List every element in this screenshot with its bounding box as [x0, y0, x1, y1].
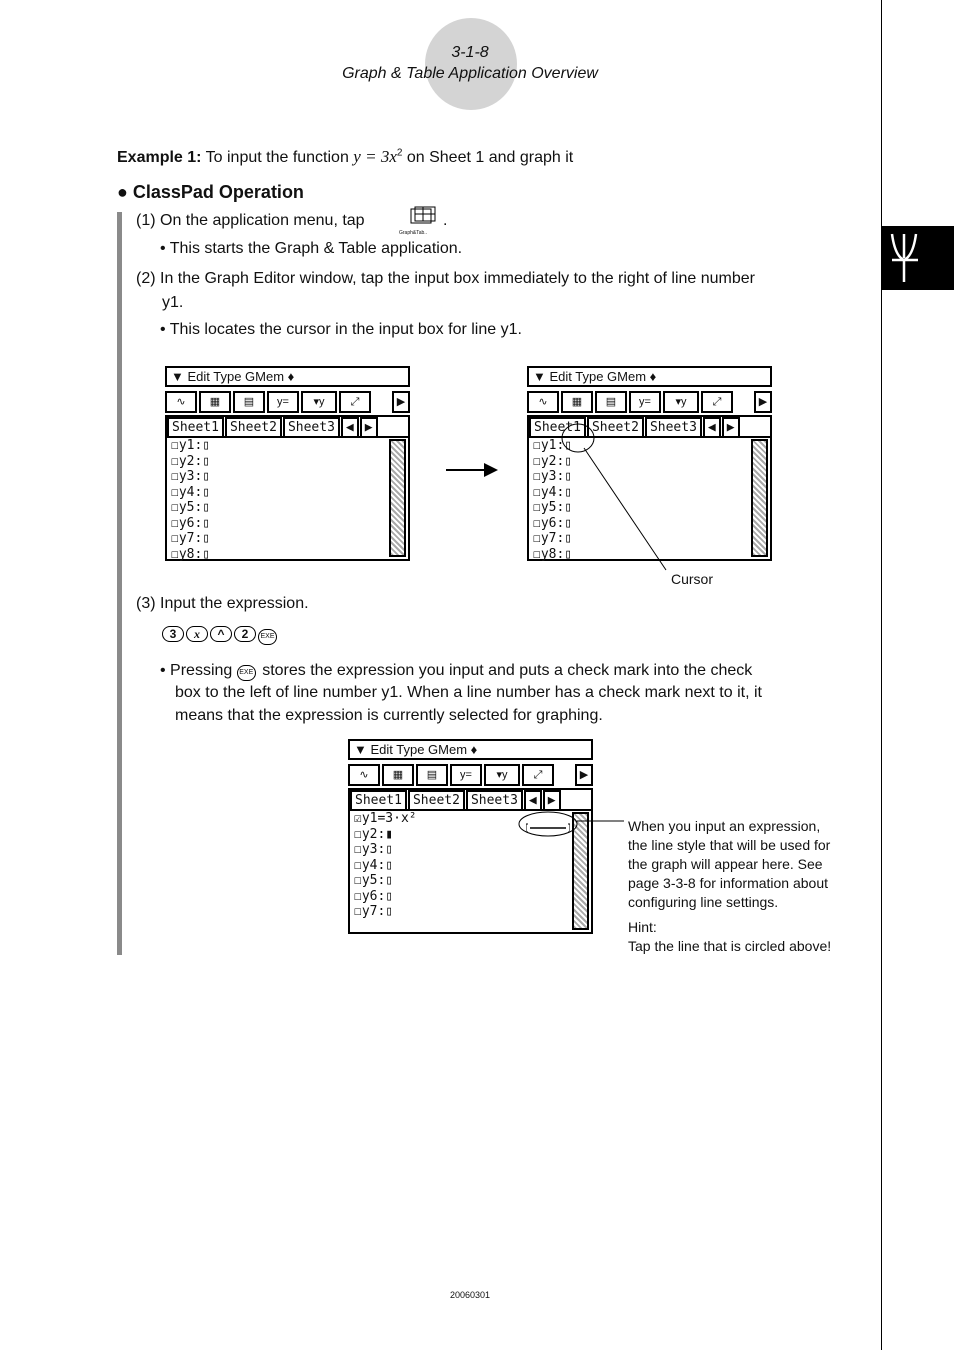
tab-left-arrow-icon[interactable]: ◀ [524, 790, 542, 809]
screen-menu-bar[interactable]: ▼ Edit Type GMem ♦ [348, 739, 593, 760]
dropdown-tool-icon[interactable]: ▾y [301, 391, 337, 413]
step-3-bullet-line-3: means that the expression is currently selected for graphing. [175, 707, 603, 724]
summary-tool-icon[interactable]: ▤ [233, 391, 265, 413]
step-3: (3) Input the expression. [136, 595, 309, 612]
summary-tool-icon[interactable]: ▤ [595, 391, 627, 413]
step-3-bullet-line-2: box to the left of line number y1. When a line number has a check mark next to it, it [175, 684, 762, 701]
exe-key-icon: EXE [237, 665, 256, 681]
step-2-line-1: (2) In the Graph Editor window, tap the input box immediately to the right of line number [136, 270, 755, 287]
toolbar-right-arrow-icon[interactable]: ▶ [575, 764, 593, 786]
note-line: the line style that will be used for [628, 837, 831, 853]
example-label: Example 1: [117, 149, 202, 166]
key-power: ^ [210, 626, 232, 642]
y-equals-tool-icon[interactable]: y= [450, 764, 482, 786]
tab-right-arrow-icon[interactable]: ▶ [722, 417, 740, 436]
cursor-label: Cursor [671, 571, 714, 587]
note-text [628, 817, 831, 956]
step-2-line-2: y1. [162, 294, 184, 311]
function-list [167, 438, 408, 562]
right-arrow-icon [446, 461, 498, 479]
note-line: page 3-3-8 for information about [628, 875, 829, 891]
menu-items[interactable]: Edit Type GMem ♦ [187, 369, 295, 384]
line-y2[interactable]: ☐y2:▯ [533, 453, 573, 469]
resize-tool-icon[interactable]: ⤢ [522, 764, 554, 786]
line-y6[interactable]: ☐y6:▯ [354, 888, 394, 904]
line-y6[interactable]: ☐y6:▯ [533, 515, 573, 531]
line-y1[interactable]: ☐y1:▯ [171, 438, 211, 453]
key-2: 2 [234, 626, 256, 642]
menu-items[interactable]: Edit Type GMem ♦ [549, 369, 657, 384]
dropdown-tool-icon[interactable]: ▾y [484, 764, 520, 786]
screen-menu-bar[interactable]: ▼ Edit Type GMem ♦ [165, 366, 410, 387]
line-y4[interactable]: ☐y4:▯ [533, 484, 573, 500]
line-y8[interactable]: ☐y8:▯ [171, 546, 211, 562]
bullet-pre: • Pressing [160, 662, 233, 679]
tab-sheet2[interactable]: Sheet2 [408, 790, 465, 809]
scrollbar[interactable] [751, 439, 768, 557]
resize-tool-icon[interactable]: ⤢ [339, 391, 371, 413]
menu-items[interactable]: Edit Type GMem ♦ [370, 742, 478, 757]
line-y7[interactable]: ☐y7:▯ [171, 531, 211, 546]
hint-label: Hint: [628, 919, 657, 935]
toolbar-right-arrow-icon[interactable]: ▶ [754, 391, 772, 413]
table-tool-icon[interactable]: ▦ [199, 391, 231, 413]
classpad-screen-before [165, 366, 410, 566]
graph-tool-icon[interactable]: ∿ [527, 391, 559, 413]
example-heading [117, 147, 573, 167]
resize-tool-icon[interactable]: ⤢ [701, 391, 733, 413]
graph-table-app-icon [399, 206, 439, 236]
line-y2[interactable]: ☐y2:▮ [354, 826, 394, 842]
example-text-end: on Sheet 1 and graph it [402, 149, 574, 166]
tab-sheet3[interactable]: Sheet3 [466, 790, 523, 809]
graph-tool-icon[interactable]: ∿ [165, 391, 197, 413]
bullet-post: stores the expression you input and puts a check mark into the check [262, 662, 753, 679]
tab-sheet3[interactable]: Sheet3 [283, 417, 340, 436]
tab-sheet1[interactable]: Sheet1 [167, 417, 224, 436]
example-text: To input the function [205, 149, 354, 166]
line-y8[interactable]: ☐y8:▯ [533, 546, 573, 562]
step-1: (1) On the application menu, tap [136, 212, 365, 229]
key-3: 3 [162, 626, 184, 642]
right-margin-rule [881, 0, 882, 1350]
key-sequence [162, 625, 279, 645]
screen-toolbar [527, 391, 772, 411]
line-y2[interactable]: ☐y2:▯ [171, 453, 211, 469]
hint-text: Tap the line that is circled above! [628, 938, 832, 954]
summary-tool-icon[interactable]: ▤ [416, 764, 448, 786]
step-1-bullet: • This starts the Graph & Table application. [160, 240, 463, 257]
line-y4[interactable]: ☐y4:▯ [354, 857, 394, 873]
section-title: ● ClassPad Operation [117, 182, 304, 202]
tab-right-arrow-icon[interactable]: ▶ [543, 790, 561, 809]
tab-sheet2[interactable]: Sheet2 [587, 417, 644, 436]
line-y3[interactable]: ☐y3:▯ [354, 842, 394, 857]
table-tool-icon[interactable]: ▦ [561, 391, 593, 413]
step-1-period: . [443, 212, 448, 229]
line-y5[interactable]: ☐y5:▯ [533, 500, 573, 515]
tab-left-arrow-icon[interactable]: ◀ [703, 417, 721, 436]
line-y7[interactable]: ☐y7:▯ [354, 904, 394, 919]
step-2-bullet: • This locates the cursor in the input box for line y1. [160, 321, 522, 338]
toolbar-right-arrow-icon[interactable]: ▶ [392, 391, 410, 413]
tab-sheet1[interactable]: Sheet1 [350, 790, 407, 809]
y-equals-tool-icon[interactable]: y= [629, 391, 661, 413]
line-style-callout [516, 810, 626, 840]
note-line: When you input an expression, [628, 818, 821, 834]
step-3-bullet-line-1 [160, 662, 752, 681]
key-x: x [186, 626, 208, 642]
line-y1[interactable]: ☐y1:▯ [533, 438, 573, 453]
page-title: Graph & Table Application Overview [342, 65, 598, 82]
graph-tool-icon[interactable]: ∿ [348, 764, 380, 786]
line-y1[interactable]: ☑y1=3·x² [354, 811, 417, 826]
tab-right-arrow-icon[interactable]: ▶ [360, 417, 378, 436]
table-tool-icon[interactable]: ▦ [382, 764, 414, 786]
chapter-tab-graph-icon [882, 226, 954, 290]
note-line: the graph will appear here. See [628, 856, 823, 872]
note-line: configuring line settings. [628, 894, 779, 910]
key-exe: EXE [258, 629, 277, 645]
editor-window [165, 415, 410, 561]
scrollbar[interactable] [389, 439, 406, 557]
procedure-bar [117, 212, 122, 955]
cursor-callout [560, 420, 680, 580]
line-y7[interactable]: ☐y7:▯ [533, 531, 573, 546]
sheet-tabs [167, 417, 408, 438]
line-y4[interactable]: ☐y4:▯ [171, 484, 211, 500]
app-icon-caption: Graph&Tab.. [399, 230, 428, 236]
sheet-tabs [350, 790, 591, 811]
tab-left-arrow-icon[interactable]: ◀ [341, 417, 359, 436]
tab-sheet3[interactable]: Sheet3 [645, 417, 702, 436]
section-title-text: ClassPad Operation [132, 182, 304, 202]
header-circle [425, 18, 517, 110]
example-function: y = 3x [353, 147, 397, 166]
line-y3[interactable]: ☐y3:▯ [171, 469, 211, 484]
page-number: 3-1-8 [451, 44, 489, 61]
tab-sheet1[interactable]: Sheet1 [529, 417, 586, 436]
tab-sheet2[interactable]: Sheet2 [225, 417, 282, 436]
line-y6[interactable]: ☐y6:▯ [171, 515, 211, 531]
screen-menu-bar[interactable]: ▼ Edit Type GMem ♦ [527, 366, 772, 387]
y-equals-tool-icon[interactable]: y= [267, 391, 299, 413]
screen-toolbar [348, 764, 593, 784]
dropdown-tool-icon[interactable]: ▾y [663, 391, 699, 413]
line-y5[interactable]: ☐y5:▯ [171, 500, 211, 515]
line-y5[interactable]: ☐y5:▯ [354, 873, 394, 888]
screen-toolbar [165, 391, 410, 411]
example-exponent: 2 [396, 147, 403, 159]
line-y3[interactable]: ☐y3:▯ [533, 469, 573, 484]
footer-code: 20060301 [449, 1290, 491, 1300]
